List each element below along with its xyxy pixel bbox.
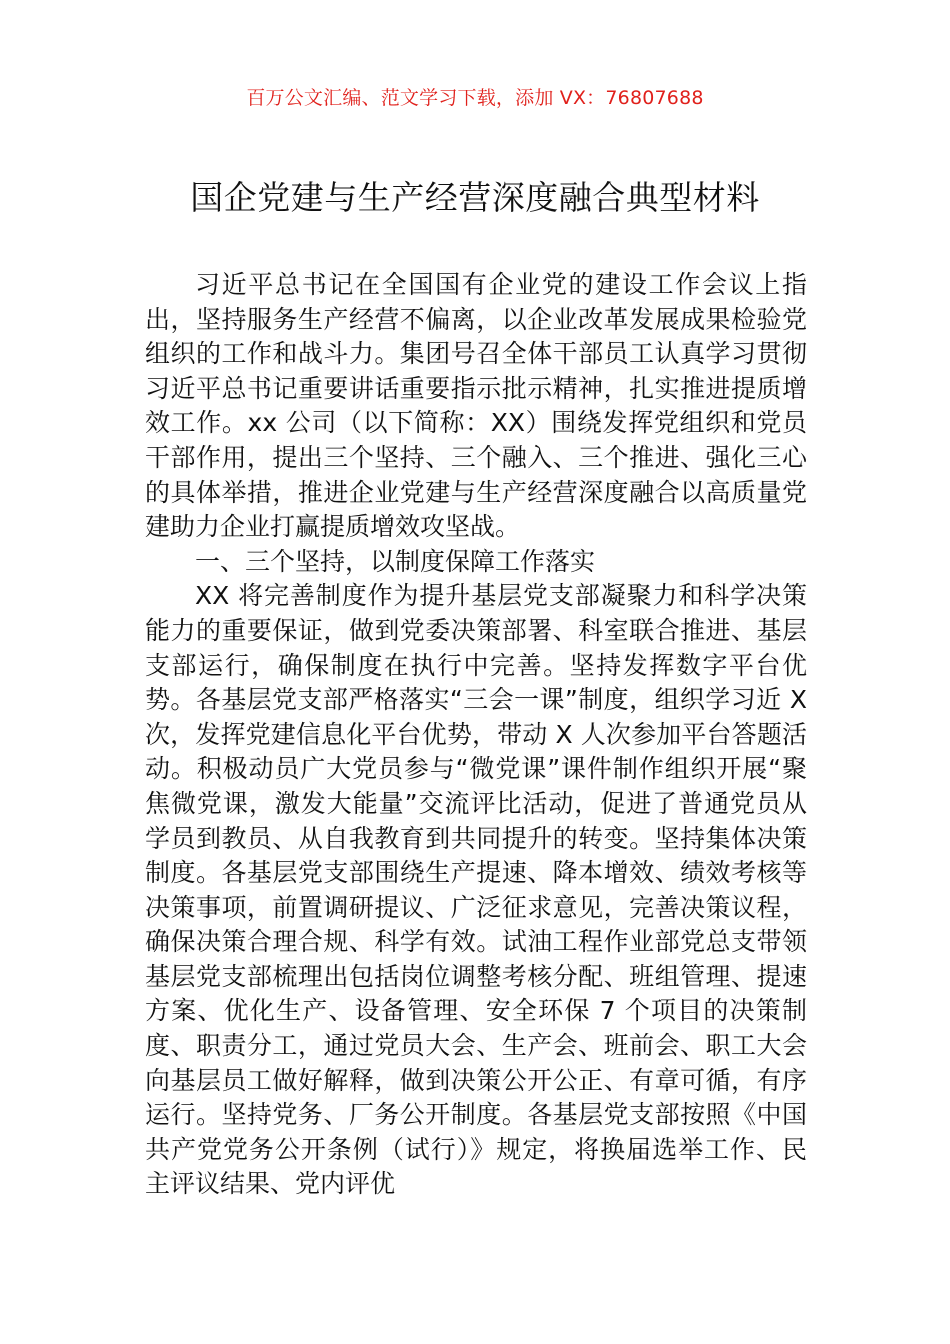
section-heading-1: 一、三个坚持，以制度保障工作落实: [195, 546, 596, 576]
watermark-banner: 百万公文汇编、范文学习下载，添加 VX：76807688: [246, 87, 704, 109]
document-body: [145, 268, 807, 1202]
intro-paragraph: 习近平总书记在全国国有企业党的建设工作会议上指出，坚持服务生产经营不偏离，以企业改革发展成果检验党组织的工作和战斗力。集团号召全体干部员工认真学习贯彻习近平总书记重要讲话重要指示批示精神，扎实推进提质增效工作。xx 公司（以下简称：XX）围绕发挥党组织和党员干部作用，提出三个坚持、三个融入、三个推进、强化三心的具体举措，推进企业党建与生产经营深度融合以高质量党建助力企业打赢提质增效攻坚战。: [145, 270, 807, 542]
section-1-paragraph: XX 将完善制度作为提升基层党支部凝聚力和科学决策能力的重要保证，做到党委决策部署、科室联合推进、基层支部运行，确保制度在执行中完善。坚持发挥数字平台优势。各基层党支部严格落实“三会一课”制度，组织学习近 X 次，发挥党建信息化平台优势，带动 X 人次参加平台答题活动。积极动员广大党员参与“微党课”课件制作组织开展“聚焦微党课，激发大能量”交流评比活动，促进了普通党员从学员到教员、从自我教育到共同提升的转变。坚持集体决策制度。各基层党支部围绕生产提速、降本增效、绩效考核等决策事项，前置调研提议、广泛征求意见，完善决策议程，确保决策合理合规、科学有效。试油工程作业部党总支带领基层党支部梳理出包括岗位调整考核分配、班组管理、提速方案、优化生产、设备管理、安全环保 7 个项目的决策制度、职责分工，通过党员大会、生产会、班前会、职工大会向基层员工做好解释，做到决策公开公正、有章可循，有序运行。坚持党务、厂务公开制度。各基层党支部按照《中国共产党党务公开条例（试行）》规定，将换届选举工作、民主评议结果、党内评优: [145, 581, 807, 1199]
document-title: 国企党建与生产经营深度融合典型材料: [190, 178, 760, 217]
